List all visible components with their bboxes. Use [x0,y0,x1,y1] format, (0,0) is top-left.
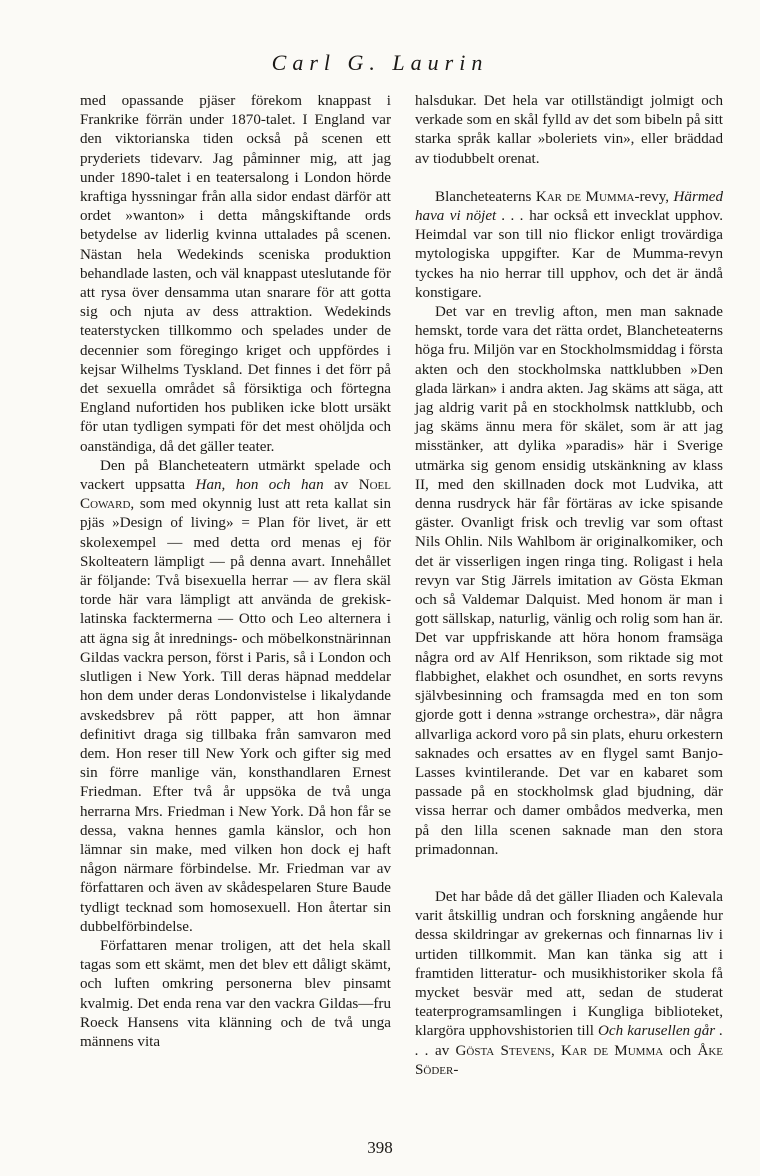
running-header: Carl G. Laurin [271,50,489,75]
right-column [415,92,723,1080]
text-run: Det har både då det gäller Iliaden och Kalevala varit åtskillig undran och forskning angående hur dessa skildringar av grekernas och finnarnas liv i urtiden tillkommit. Man kan tänka sig att i framtiden litteratur- och musikhistoriker skola få mycket besvär med att, sedan de studerat teaterprogramsamlingen i Kungliga biblioteket, klargöra upphovshistorien till [415,888,723,1040]
page-number: 398 [367,1138,393,1157]
paragraph [415,188,723,303]
paragraph: med opassande pjäser förekom knappast i Frankrike förrän under 1870-talet. I England var den viktorianska tiden också på scenen ett pryderiets tidevarv. Jag påminner mig, att jag under 1890-talet i en teatersalong i London hörde kraftiga hyssningar från alla sidor endast därför att ordet »wanton» i detta mångskiftande ords betydelse av liderlig kvinna uttalades på scenen. Nästan hela Wedekinds sceniska produktion behandlade lasten, och väl knappast uteslutande för att rysa över densamma utan snarare för att gotta sig och njuta av dess attraktion. Wedekinds teaterstycken tillkommo och spelades under de decennier som föregingo kriget och uppfördes i kejsar Wilhelms Tyskland. Det finnes i det förr på det sexuella området så försiktiga och förtegna England nufortiden hos publiken icke blott ursäkt för utan tydligen sympati för det mest ohöljda och oanständiga, då det gäller teater. [80,93,391,455]
text-run: Den på Blancheteatern utmärkt spelade och vackert uppsatta [80,457,391,494]
text-run: , som med okynnig lust att reta kallat sin pjäs »Design of living» = Plan för livet, är ett skolexempel — med detta ord menas ej för Skolteatern lämpligt — på denna avart. Innehållet är följande: Två bisexuella herrar — av flera skäl torde här vara lämpligt att använda de grekisk-latinska facktermerna — Otto och Leo alternera i att ägna sig åt inrednings- och möbelkonstnärinnan Gildas vackra person, först i Paris, så i London och slutligen i New York. Till deras häpnad meddelar hon dem under deras Londonvistelse i likalydande avskedsbrev på rött papper, att hon ämnar definitivt draga sig tillbaka från samvaron med dem. Hon reser till New York och gifter sig med sin förre manlige vän, konsthandlaren Ernest Friedman. Efter två år uppsöka de två unga herrarna Mrs. Friedman i New York. Då hon får se dessa, vakna hennes gamla känslor, och hon lämnar sin make, med vilken hon dock ej haft någon närmare förbindelse. Mr. Friedman var av författaren och även av skådespelaren Sture Baude tydligt tecknad som homosexuell. Hon återtar sin dubbelförbindelse. [80,496,391,935]
paragraph: halsdukar. Det hela var otillständigt jolmigt och verkade som en skål fylld av det som bibeln på sitt starka språk kallar »boleriets vin», eller bräddad av tiodubbelt orenat. [415,93,723,167]
text-run: har också ett invecklat upphov. Heimdal var son till nio flickor enligt trovärdiga mytologiska uppgifter. Kar de Mumma-revyn tyckes ha nio herrar till upphov, och det är ändå konstigare. [415,208,723,301]
text-run: , [551,1042,562,1059]
paragraph: Det var en trevlig afton, men man saknade hemskt, torde vara det rätta ordet, Blancheteaterns höga fru. Miljön var en Stockholmsmiddag i första akten och den stockholmska nattklubben »Den glada lärkan» i andra akten. Jag skäms att säga, att jag aldrig varit på en stockholmsk nattklubb, och jag skäms ännu mera för skälet, som är att jag misstänker, att dylika »paradis» här i Sverige utmärka sig genom ensidig utskänkning av klass II, med den skillnaden dock mot Ludvika, att denna rusdryck här får förtäras av icke spisande gäster. Ovanligt frisk och trevlig var som oftast Nils Ohlin. Nils Wahlbom är originalkomiker, och det är visserligen ingen ringa ting. Roligast i hela revyn var Stig Järrels imitation av Gösta Ekman och så Valdemar Dalquist. Med honom är man i gott sällskap, naturlig, vänlig och rolig som han är. Det var uppfriskande att höra honom framsäga några ord av Alf Henrikson, som riktade sig mot flabbighet, elakhet och osundhet, en sorts revyns självbesinning och framsagda med en ton som gjorde gott i denna »strange orchestra», där några allvarliga ackord voro på sin plats, ehuru orkestern saknades och ersattes av en flygel samt Banjo-Lasses kvintilerande. Det var en kabaret som passade på en stockholmsk glad bjudning, där vissa herrar och damer ombådos medverka, men på den lilla scenen saknade man den stora primadonnan. [415,304,723,858]
author-name: Kar de Mumma [561,1042,664,1059]
play-title: Han, hon och han [195,477,324,494]
text-run: av [323,477,359,494]
text-run: Blancheteaterns [435,188,536,205]
author-name: Kar de Mumma [535,188,635,205]
text-run: och [663,1042,698,1059]
author-name: Åke Söder- [415,1042,724,1078]
paragraph [80,457,391,937]
play-title: Härmed hava vi nöjet . . . [415,188,723,225]
text-run: av [428,1042,456,1059]
text-run: -revy, [634,188,674,205]
play-title: Och karusellen går . . . [415,1023,723,1059]
left-column [80,92,391,1052]
author-name: Noel Coward [80,477,391,513]
paragraph: Författaren menar troligen, att det hela skall tagas som ett skämt, men det blev ett dåligt skämt, och luften omkring personerna blev pinsamt kvalmig. Det enda rena var den vackra Gildas—fru Roeck Hansens vita klänning och de två unga männens vita [80,937,391,1050]
paragraph [415,888,723,1080]
author-name: Gösta Stevens [455,1042,552,1059]
